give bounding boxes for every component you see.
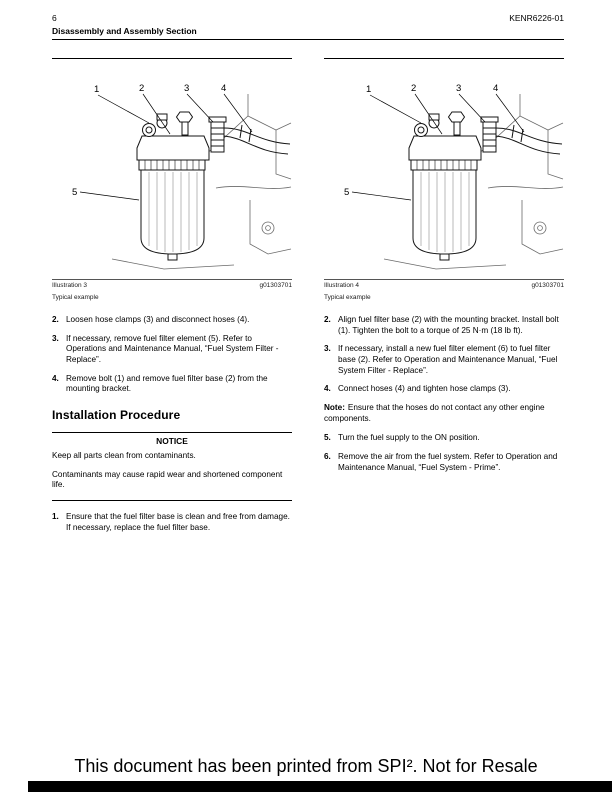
- procedure-step: [324, 433, 564, 444]
- callout-number: 5: [344, 187, 350, 198]
- procedure-step: [52, 374, 292, 395]
- procedure-step: [52, 315, 292, 326]
- callout-number: 5: [72, 187, 78, 198]
- notice-title: NOTICE: [156, 435, 188, 446]
- illustration-ref: g01303701: [531, 282, 564, 289]
- illustration-typical-example: Typical example: [52, 294, 99, 301]
- column-rule: [52, 58, 292, 59]
- illustration-4-figure: [324, 77, 564, 279]
- note-paragraph: [324, 403, 564, 424]
- right-column: [324, 58, 564, 541]
- footer-black-bar: [28, 781, 612, 792]
- procedure-step: [324, 384, 564, 395]
- note-text: Ensure that the hoses do not contact any other engine components.: [324, 402, 545, 423]
- callout-number: 1: [94, 84, 100, 95]
- step-text: If necessary, remove fuel filter element (5). Refer to Operations and Maintenance Manual, “Fuel System Filter - Replace”.: [66, 333, 279, 364]
- callout-number: 1: [366, 84, 372, 95]
- procedure-step: [324, 315, 564, 336]
- step-number: 3.: [52, 333, 59, 343]
- callout-number: 2: [139, 83, 145, 94]
- fuel-filter-assembly: [409, 112, 562, 260]
- page-number: 6: [52, 13, 57, 23]
- header-rule: [52, 39, 564, 40]
- installation-steps: [324, 315, 564, 395]
- step-number: 3.: [324, 344, 331, 354]
- callout-number: 3: [456, 83, 462, 94]
- fuel-filter-drawing: [324, 77, 564, 279]
- page-header: [52, 13, 564, 40]
- callout-number: 2: [411, 83, 417, 94]
- illustration-label: Illustration 3: [52, 282, 88, 289]
- fuel-filter-drawing: [52, 77, 292, 279]
- step-text: Connect hoses (4) and tighten hose clamps (3).: [338, 384, 511, 394]
- note-label: Note:: [324, 402, 345, 412]
- illustration-ref: g01303701: [259, 282, 292, 289]
- section-title: Disassembly and Assembly Section: [52, 26, 197, 36]
- step-number: 1.: [52, 511, 59, 521]
- step-text: Align fuel filter base (2) with the mounting bracket. Install bolt (1). Tighten the bolt to a torque of 25 N·m (18 lb ft).: [338, 315, 559, 335]
- illustration-4-caption: [324, 279, 564, 301]
- installation-steps: [52, 512, 292, 533]
- callout-number: 3: [184, 83, 190, 94]
- illustration-typical-example: Typical example: [324, 294, 371, 301]
- procedure-step: [52, 334, 292, 366]
- installation-procedure-heading: Installation Procedure: [52, 407, 181, 422]
- procedure-step: [324, 452, 564, 473]
- column-rule: [324, 58, 564, 59]
- left-column: [52, 58, 292, 541]
- step-text: Remove the air from the fuel system. Refer to Operation and Maintenance Manual, “Fuel System - Prime”.: [338, 451, 558, 472]
- procedure-step: [52, 512, 292, 533]
- step-text: Loosen hose clamps (3) and disconnect hoses (4).: [66, 315, 250, 324]
- step-number: 2.: [324, 315, 331, 324]
- caption-row: [324, 282, 564, 289]
- step-text: Remove bolt (1) and remove fuel filter base (2) from the mounting bracket.: [66, 373, 268, 394]
- illustration-3-caption: [52, 279, 292, 301]
- step-text: Turn the fuel supply to the ON position.: [338, 433, 480, 443]
- step-number: 4.: [324, 384, 331, 394]
- step-number: 5.: [324, 433, 331, 443]
- notice-text-2: Contaminants may cause rapid wear and shortened component life.: [52, 469, 283, 490]
- illustration-label: Illustration 4: [324, 282, 360, 289]
- header-row: [52, 13, 564, 23]
- callout-number: 4: [493, 83, 499, 94]
- notice-box: [52, 432, 292, 501]
- step-text: Ensure that the fuel filter base is clean and free from damage. If necessary, replace the fuel filter base.: [66, 511, 290, 532]
- callout-number: 4: [221, 83, 227, 94]
- step-number: 4.: [52, 373, 59, 383]
- step-text: If necessary, install a new fuel filter element (6) to fuel filter base (2). Refer to Operation and Maintenance Manual, “Fuel System Filter - Replace”.: [338, 344, 558, 375]
- installation-steps-continued: [324, 433, 564, 473]
- caption-row: [52, 282, 292, 289]
- procedure-step: [324, 344, 564, 376]
- notice-text-1: Keep all parts clean from contaminants.: [52, 450, 196, 460]
- content-columns: [52, 58, 564, 541]
- removal-steps: [52, 315, 292, 395]
- illustration-3-figure: [52, 77, 292, 279]
- step-number: 6.: [324, 451, 331, 461]
- doc-code: KENR6226-01: [509, 13, 564, 23]
- footer-watermark: This document has been printed from SPI². Not for Resale: [74, 756, 538, 776]
- step-number: 2.: [52, 315, 59, 324]
- fuel-filter-assembly: [137, 112, 290, 260]
